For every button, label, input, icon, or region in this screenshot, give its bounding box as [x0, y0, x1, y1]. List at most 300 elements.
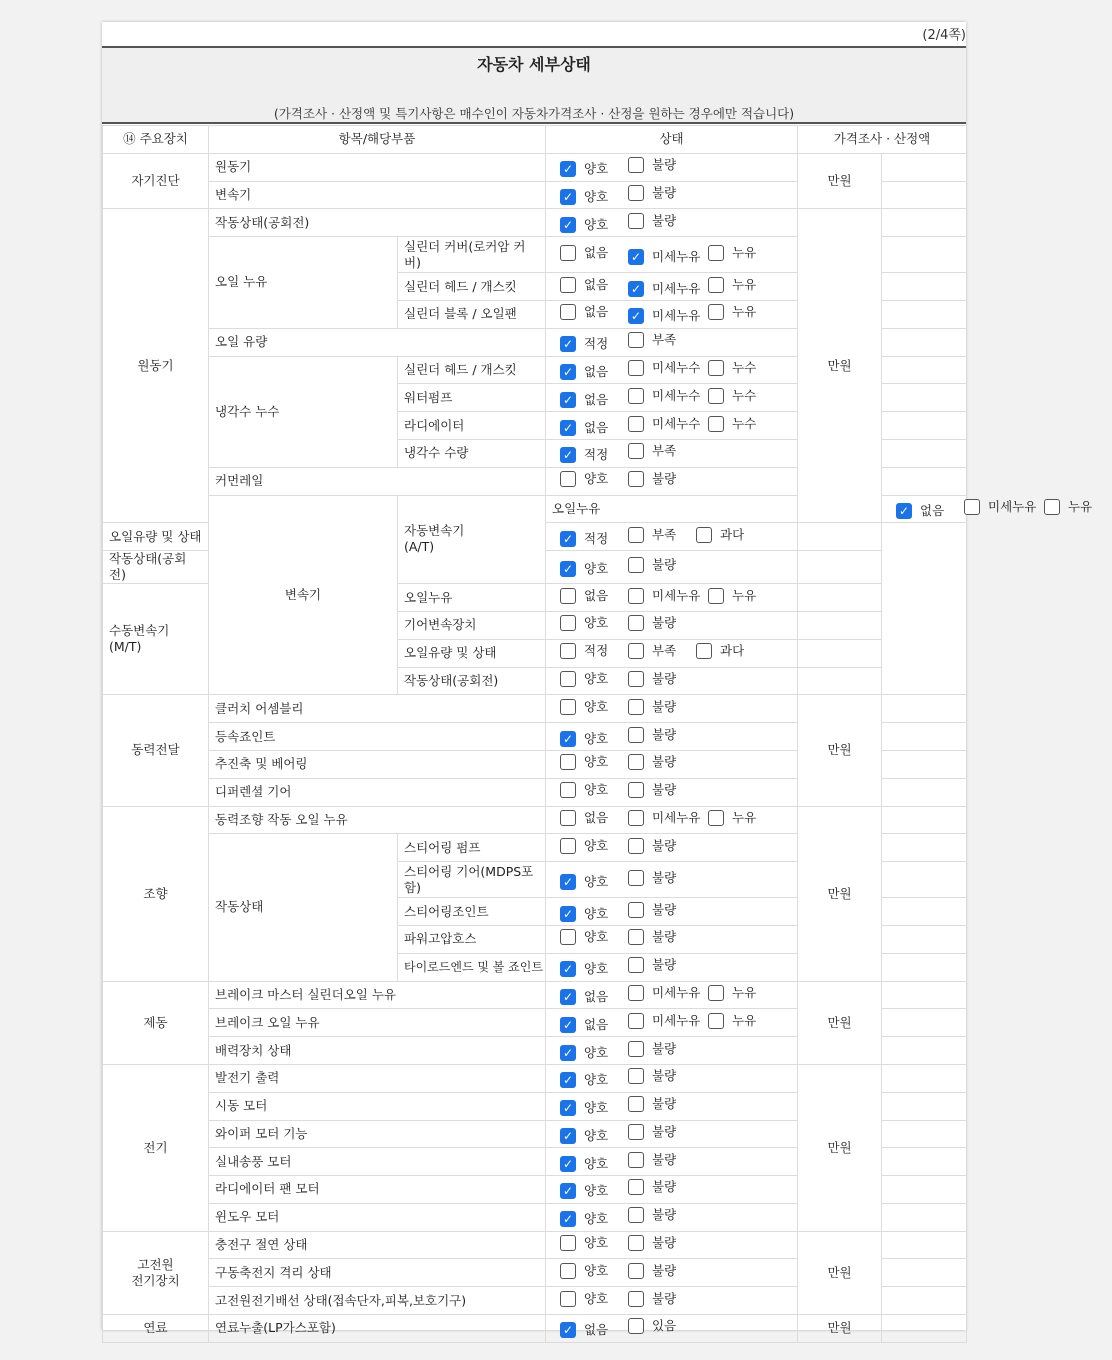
- status-option[interactable]: [560, 906, 628, 922]
- checkbox-unchecked[interactable]: [560, 588, 576, 604]
- status-option[interactable]: [628, 308, 708, 324]
- price-unit: 만원: [798, 1231, 882, 1314]
- checkbox-unchecked[interactable]: [560, 1291, 576, 1307]
- category-transmission: 변속기: [209, 495, 398, 695]
- status-option[interactable]: [560, 447, 628, 463]
- status-option[interactable]: [560, 364, 628, 380]
- status-option[interactable]: [628, 1207, 696, 1223]
- status-option[interactable]: [628, 332, 696, 348]
- status-option[interactable]: [560, 782, 628, 798]
- checkbox-unchecked[interactable]: [560, 471, 576, 487]
- status-option-label: 없음: [584, 304, 609, 320]
- category-engine: 원동기: [103, 209, 209, 523]
- status-option[interactable]: [628, 810, 708, 826]
- status-option[interactable]: [560, 699, 628, 715]
- checkbox-checked[interactable]: ✓: [560, 1322, 576, 1338]
- checkbox-checked[interactable]: ✓: [560, 989, 576, 1005]
- status-option-label: 양호: [584, 1262, 609, 1278]
- price-input[interactable]: [882, 925, 967, 953]
- checkbox-checked[interactable]: ✓: [560, 161, 576, 177]
- checkbox-unchecked[interactable]: [560, 671, 576, 687]
- status-option[interactable]: [708, 810, 776, 826]
- status-option[interactable]: [560, 731, 628, 747]
- checkbox-unchecked[interactable]: [628, 1318, 644, 1334]
- price-input[interactable]: [882, 898, 967, 926]
- checkbox-unchecked[interactable]: [560, 810, 576, 826]
- status-option-label: 양호: [584, 670, 609, 686]
- checkbox-unchecked[interactable]: [628, 810, 644, 826]
- checkbox-unchecked[interactable]: [628, 1263, 644, 1279]
- checkbox-unchecked[interactable]: [628, 671, 644, 687]
- status-option[interactable]: [628, 1096, 696, 1112]
- price-input[interactable]: [882, 1203, 967, 1231]
- status-option[interactable]: [560, 1322, 628, 1338]
- status-option[interactable]: [628, 281, 708, 297]
- checkbox-unchecked[interactable]: [628, 416, 644, 432]
- checkbox-unchecked[interactable]: [708, 360, 724, 376]
- checkbox-unchecked[interactable]: [560, 699, 576, 715]
- status-option-label: 불량: [652, 1179, 677, 1195]
- subgroup-automatic: 자동변속기 (A/T): [398, 495, 546, 584]
- status-option[interactable]: [628, 671, 696, 687]
- status-cell: [546, 1148, 798, 1176]
- status-option-label: 불량: [652, 869, 677, 885]
- checkbox-unchecked[interactable]: [628, 985, 644, 1001]
- status-option-label: 불량: [652, 1068, 677, 1084]
- checkbox-unchecked[interactable]: [628, 1235, 644, 1251]
- status-option-label: 부족: [652, 332, 677, 348]
- status-option[interactable]: [560, 420, 628, 436]
- checkbox-unchecked[interactable]: [628, 332, 644, 348]
- status-option[interactable]: [628, 471, 696, 487]
- checkbox-unchecked[interactable]: [628, 957, 644, 973]
- checkbox-unchecked[interactable]: [628, 443, 644, 459]
- item-label: 변속기: [209, 181, 546, 209]
- price-input[interactable]: [882, 1092, 967, 1120]
- checkbox-unchecked[interactable]: [628, 643, 644, 659]
- checkbox-unchecked[interactable]: [628, 360, 644, 376]
- checkbox-unchecked[interactable]: [708, 588, 724, 604]
- price-input[interactable]: [882, 328, 967, 356]
- price-input[interactable]: [882, 953, 967, 981]
- status-option[interactable]: [628, 588, 708, 604]
- checkbox-unchecked[interactable]: [696, 643, 712, 659]
- checkbox-unchecked[interactable]: [628, 1291, 644, 1307]
- part-label: 실린더 헤드 / 개스킷: [398, 356, 546, 384]
- status-option-label: 미세누수: [652, 387, 701, 403]
- status-option[interactable]: [628, 557, 696, 573]
- price-input[interactable]: [882, 862, 967, 898]
- price-input[interactable]: [882, 181, 967, 209]
- checkbox-unchecked[interactable]: [628, 1013, 644, 1029]
- price-input[interactable]: [882, 237, 967, 273]
- status-option[interactable]: [560, 277, 628, 293]
- status-option[interactable]: [560, 929, 628, 945]
- checkbox-unchecked[interactable]: [628, 185, 644, 201]
- status-cell: [546, 181, 798, 209]
- price-input[interactable]: [882, 1315, 967, 1343]
- status-option-label: 미세누유: [652, 1012, 701, 1028]
- status-option[interactable]: [560, 1072, 628, 1088]
- checkbox-unchecked[interactable]: [628, 527, 644, 543]
- price-input[interactable]: [882, 778, 967, 806]
- checkbox-checked[interactable]: ✓: [560, 961, 576, 977]
- checkbox-unchecked[interactable]: [628, 929, 644, 945]
- status-option[interactable]: [628, 754, 696, 770]
- status-option[interactable]: [708, 416, 776, 432]
- price-input[interactable]: [882, 695, 967, 723]
- status-option[interactable]: [628, 929, 696, 945]
- part-label: 라디에이터: [398, 412, 546, 440]
- price-input[interactable]: [882, 300, 967, 328]
- part-label: 작동상태(공회전): [103, 551, 209, 584]
- status-option-label: 미세누수: [652, 359, 701, 375]
- price-input[interactable]: [882, 1231, 967, 1259]
- price-input[interactable]: [882, 723, 967, 751]
- status-option[interactable]: [560, 1183, 628, 1199]
- item-label: 발전기 출력: [209, 1064, 546, 1092]
- status-option[interactable]: [696, 643, 764, 659]
- checkbox-unchecked[interactable]: [628, 1152, 644, 1168]
- status-cell: [546, 1037, 798, 1065]
- price-input[interactable]: [882, 750, 967, 778]
- price-input[interactable]: [882, 1064, 967, 1092]
- status-option[interactable]: [560, 643, 628, 659]
- status-option-label: 없음: [920, 502, 945, 518]
- item-label: 작동상태(공회전): [209, 209, 546, 237]
- status-option[interactable]: [628, 699, 696, 715]
- form-sheet: [102, 22, 1093, 1338]
- checkbox-checked[interactable]: ✓: [560, 336, 576, 352]
- checkbox-unchecked[interactable]: [628, 1207, 644, 1223]
- checkbox-unchecked[interactable]: [560, 643, 576, 659]
- status-option[interactable]: [628, 727, 696, 743]
- price-input[interactable]: [882, 1037, 967, 1065]
- status-option[interactable]: [628, 1152, 696, 1168]
- status-cell: [546, 412, 798, 440]
- status-option[interactable]: [560, 754, 628, 770]
- status-option[interactable]: [708, 388, 776, 404]
- item-label: 라디에이터 팬 모터: [209, 1176, 546, 1204]
- checkbox-unchecked[interactable]: [628, 1096, 644, 1112]
- status-cell: [546, 584, 798, 612]
- status-option[interactable]: [708, 245, 776, 261]
- checkbox-checked[interactable]: ✓: [560, 1100, 576, 1116]
- checkbox-unchecked[interactable]: [708, 416, 724, 432]
- price-input[interactable]: [798, 611, 882, 639]
- status-option[interactable]: [628, 1291, 696, 1307]
- price-input[interactable]: [882, 1287, 967, 1315]
- status-option[interactable]: [708, 1013, 776, 1029]
- status-option[interactable]: [560, 1100, 628, 1116]
- status-cell: [546, 898, 798, 926]
- form-title: 자동차 세부상태: [477, 55, 591, 74]
- status-option[interactable]: [560, 1156, 628, 1172]
- checkbox-unchecked[interactable]: [628, 471, 644, 487]
- status-option[interactable]: [628, 870, 696, 886]
- checkbox-unchecked[interactable]: [560, 782, 576, 798]
- checkbox-unchecked[interactable]: [560, 929, 576, 945]
- status-option[interactable]: [628, 213, 696, 229]
- checkbox-checked[interactable]: ✓: [560, 561, 576, 577]
- checkbox-checked[interactable]: ✓: [560, 531, 576, 547]
- checkbox-checked[interactable]: ✓: [560, 906, 576, 922]
- price-input[interactable]: [798, 667, 882, 695]
- category-power-transfer: 동력전달: [103, 695, 209, 806]
- checkbox-checked[interactable]: ✓: [560, 1045, 576, 1061]
- status-option-label: 과다: [720, 526, 745, 542]
- status-option[interactable]: [560, 874, 628, 890]
- status-option[interactable]: [560, 189, 628, 205]
- status-option[interactable]: [560, 336, 628, 352]
- table-row: [103, 153, 967, 181]
- checkbox-checked[interactable]: ✓: [560, 217, 576, 233]
- price-input[interactable]: [798, 551, 882, 584]
- item-label: 브레이크 오일 누유: [209, 1009, 546, 1037]
- checkbox-unchecked[interactable]: [964, 499, 980, 515]
- checkbox-unchecked[interactable]: [628, 1124, 644, 1140]
- status-option[interactable]: [560, 810, 628, 826]
- status-option-label: 미세누유: [652, 587, 701, 603]
- status-option[interactable]: [628, 902, 696, 918]
- status-option[interactable]: [628, 782, 696, 798]
- checkbox-unchecked[interactable]: [628, 782, 644, 798]
- status-option-label: 적정: [584, 530, 609, 546]
- checkbox-checked[interactable]: ✓: [560, 364, 576, 380]
- checkbox-checked[interactable]: ✓: [560, 731, 576, 747]
- checkbox-unchecked[interactable]: [628, 388, 644, 404]
- status-option[interactable]: [708, 360, 776, 376]
- status-option[interactable]: [964, 499, 1044, 515]
- status-option[interactable]: [628, 1179, 696, 1195]
- checkbox-unchecked[interactable]: [560, 1263, 576, 1279]
- status-option[interactable]: [896, 503, 964, 519]
- status-option[interactable]: [628, 249, 708, 265]
- status-cell: [546, 1231, 798, 1259]
- checkbox-unchecked[interactable]: [708, 277, 724, 293]
- checkbox-unchecked[interactable]: [628, 1041, 644, 1057]
- status-option[interactable]: [628, 157, 696, 173]
- checkbox-unchecked[interactable]: [628, 838, 644, 854]
- price-input[interactable]: [882, 153, 967, 181]
- status-option-label: 불량: [652, 184, 677, 200]
- checkbox-unchecked[interactable]: [560, 304, 576, 320]
- price-input[interactable]: [798, 639, 882, 667]
- price-input[interactable]: [798, 523, 882, 551]
- status-option-label: 없음: [584, 276, 609, 292]
- status-option[interactable]: [560, 1211, 628, 1227]
- checkbox-unchecked[interactable]: [1044, 499, 1060, 515]
- checkbox-unchecked[interactable]: [708, 388, 724, 404]
- status-option[interactable]: [628, 1068, 696, 1084]
- status-option[interactable]: [560, 161, 628, 177]
- status-cell: [546, 300, 798, 328]
- checkbox-unchecked[interactable]: [708, 985, 724, 1001]
- item-label: 디퍼렌셜 기어: [209, 778, 546, 806]
- checkbox-unchecked[interactable]: [628, 727, 644, 743]
- status-cell: [546, 1092, 798, 1120]
- status-option[interactable]: [560, 561, 628, 577]
- table-row: [103, 1231, 967, 1259]
- price-input[interactable]: [882, 467, 967, 495]
- checkbox-unchecked[interactable]: [560, 245, 576, 261]
- checkbox-checked[interactable]: ✓: [560, 1017, 576, 1033]
- table-row: [103, 695, 967, 723]
- part-label: 파워고압호스: [398, 925, 546, 953]
- status-option[interactable]: [628, 1041, 696, 1057]
- price-input[interactable]: [882, 834, 967, 862]
- item-label: 와이퍼 모터 기능: [209, 1120, 546, 1148]
- status-option[interactable]: [628, 957, 696, 973]
- part-label: 실린더 헤드 / 개스킷: [398, 273, 546, 301]
- checkbox-unchecked[interactable]: [628, 1179, 644, 1195]
- price-input[interactable]: [882, 806, 967, 834]
- status-option-label: 누유: [732, 1012, 757, 1028]
- status-option[interactable]: [628, 1124, 696, 1140]
- status-option[interactable]: [708, 304, 776, 320]
- price-input[interactable]: [882, 412, 967, 440]
- price-input[interactable]: [882, 1259, 967, 1287]
- status-option[interactable]: [560, 1235, 628, 1251]
- status-option[interactable]: [708, 277, 776, 293]
- checkbox-checked[interactable]: ✓: [560, 1072, 576, 1088]
- price-input[interactable]: [882, 1148, 967, 1176]
- status-option[interactable]: [560, 531, 628, 547]
- status-option-label: 불량: [652, 726, 677, 742]
- checkbox-unchecked[interactable]: [628, 699, 644, 715]
- status-option[interactable]: [560, 615, 628, 631]
- status-option-label: 누유: [732, 587, 757, 603]
- status-option[interactable]: [628, 185, 696, 201]
- checkbox-unchecked[interactable]: [628, 213, 644, 229]
- checkbox-checked[interactable]: ✓: [560, 1183, 576, 1199]
- status-option[interactable]: [628, 388, 708, 404]
- status-option[interactable]: [560, 1045, 628, 1061]
- checkbox-checked[interactable]: ✓: [560, 1156, 576, 1172]
- status-option[interactable]: [628, 838, 696, 854]
- status-option[interactable]: [628, 1013, 708, 1029]
- checkbox-unchecked[interactable]: [560, 615, 576, 631]
- price-input[interactable]: [798, 584, 882, 612]
- status-option[interactable]: [560, 1291, 628, 1307]
- price-input[interactable]: [882, 1120, 967, 1148]
- status-option[interactable]: [628, 527, 696, 543]
- price-unit: 만원: [798, 153, 882, 209]
- price-input[interactable]: [882, 209, 967, 237]
- status-option-label: 양호: [584, 1183, 609, 1199]
- header-status: 상태: [546, 126, 798, 154]
- status-option[interactable]: [560, 961, 628, 977]
- status-option[interactable]: [708, 588, 776, 604]
- status-option-label: 미세누유: [652, 984, 701, 1000]
- status-option[interactable]: [628, 643, 696, 659]
- checkbox-checked[interactable]: ✓: [628, 249, 644, 265]
- status-option[interactable]: [628, 416, 708, 432]
- status-option[interactable]: [628, 1318, 696, 1334]
- checkbox-checked[interactable]: ✓: [560, 189, 576, 205]
- checkbox-checked[interactable]: ✓: [628, 308, 644, 324]
- status-option[interactable]: [628, 985, 708, 1001]
- status-option[interactable]: [560, 588, 628, 604]
- checkbox-checked[interactable]: ✓: [560, 447, 576, 463]
- status-option[interactable]: [708, 985, 776, 1001]
- status-option[interactable]: [560, 671, 628, 687]
- item-label: 실내송풍 모터: [209, 1148, 546, 1176]
- checkbox-unchecked[interactable]: [560, 1235, 576, 1251]
- status-option[interactable]: [560, 838, 628, 854]
- checkbox-unchecked[interactable]: [560, 838, 576, 854]
- status-option[interactable]: [560, 989, 628, 1005]
- status-option-label: 누유: [732, 809, 757, 825]
- checkbox-unchecked[interactable]: [560, 277, 576, 293]
- status-option[interactable]: [560, 217, 628, 233]
- status-cell: [546, 153, 798, 181]
- checkbox-unchecked[interactable]: [696, 527, 712, 543]
- checkbox-unchecked[interactable]: [708, 1013, 724, 1029]
- price-input[interactable]: [882, 1009, 967, 1037]
- status-option-label: 양호: [584, 216, 609, 232]
- checkbox-checked[interactable]: ✓: [560, 420, 576, 436]
- status-option[interactable]: [696, 527, 764, 543]
- price-input[interactable]: [882, 356, 967, 384]
- status-option[interactable]: [628, 360, 708, 376]
- status-option[interactable]: [628, 1263, 696, 1279]
- price-input[interactable]: [882, 273, 967, 301]
- price-input[interactable]: [882, 439, 967, 467]
- status-option-label: 양호: [584, 1100, 609, 1116]
- part-label: 오일누유: [398, 584, 546, 612]
- status-option[interactable]: [560, 392, 628, 408]
- price-input[interactable]: [882, 1176, 967, 1204]
- status-option[interactable]: [560, 304, 628, 320]
- checkbox-unchecked[interactable]: [708, 245, 724, 261]
- checkbox-unchecked[interactable]: [560, 754, 576, 770]
- status-option[interactable]: [560, 245, 628, 261]
- item-label: 오일 유량: [209, 328, 546, 356]
- status-cell: [546, 639, 798, 667]
- subgroup-oil-leak: 오일 누유: [209, 237, 398, 329]
- checkbox-unchecked[interactable]: [628, 615, 644, 631]
- status-option-label: 불량: [652, 782, 677, 798]
- checkbox-unchecked[interactable]: [628, 754, 644, 770]
- price-input[interactable]: [882, 384, 967, 412]
- price-unit: 만원: [798, 981, 882, 1064]
- checkbox-checked[interactable]: ✓: [560, 874, 576, 890]
- checkbox-unchecked[interactable]: [628, 902, 644, 918]
- checkbox-checked[interactable]: ✓: [560, 392, 576, 408]
- checkbox-unchecked[interactable]: [628, 1068, 644, 1084]
- checkbox-unchecked[interactable]: [628, 157, 644, 173]
- checkbox-unchecked[interactable]: [708, 810, 724, 826]
- status-option[interactable]: [1044, 499, 1112, 515]
- status-option[interactable]: [628, 615, 696, 631]
- checkbox-unchecked[interactable]: [628, 588, 644, 604]
- status-option[interactable]: [560, 1017, 628, 1033]
- status-option[interactable]: [628, 1235, 696, 1251]
- checkbox-unchecked[interactable]: [628, 870, 644, 886]
- price-input[interactable]: [882, 981, 967, 1009]
- status-option[interactable]: [560, 1263, 628, 1279]
- checkbox-checked[interactable]: ✓: [896, 503, 912, 519]
- status-option[interactable]: [628, 443, 696, 459]
- status-option[interactable]: [560, 1128, 628, 1144]
- checkbox-unchecked[interactable]: [628, 557, 644, 573]
- checkbox-checked[interactable]: ✓: [628, 281, 644, 297]
- status-option[interactable]: [560, 471, 628, 487]
- checkbox-checked[interactable]: ✓: [560, 1128, 576, 1144]
- checkbox-checked[interactable]: ✓: [560, 1211, 576, 1227]
- checkbox-unchecked[interactable]: [708, 304, 724, 320]
